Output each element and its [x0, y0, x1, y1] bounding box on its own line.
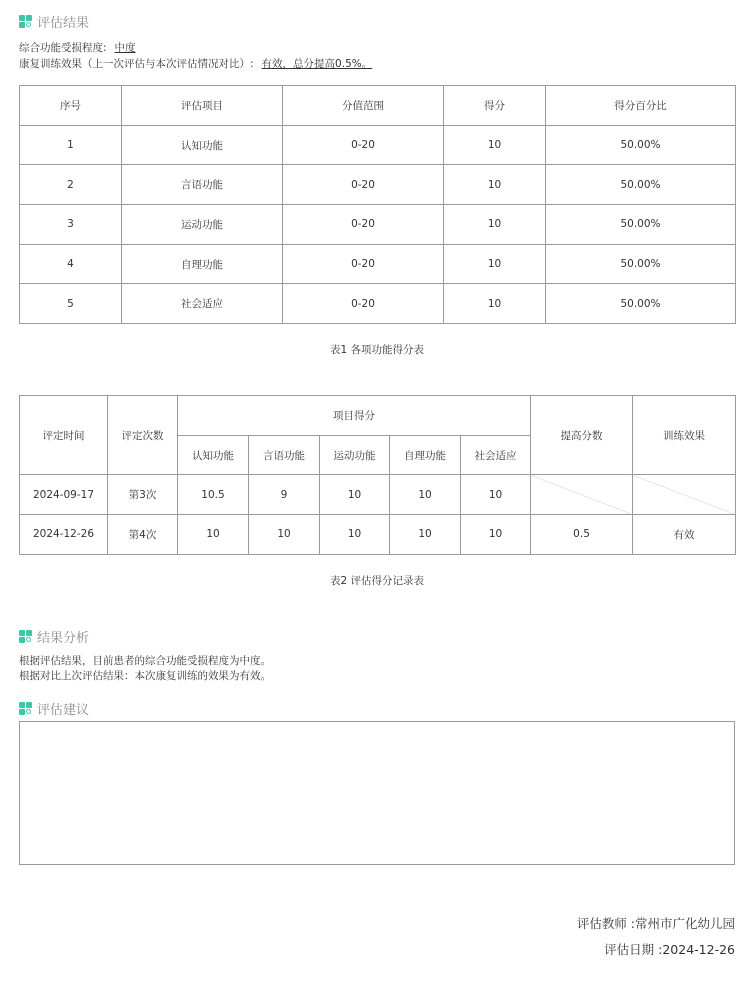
table-cell: 10 — [320, 515, 390, 555]
table-cell: 10 — [444, 244, 546, 284]
header-cell: 评定次数 — [108, 396, 178, 475]
table-cell: 10 — [444, 165, 546, 205]
result-section-header — [19, 12, 89, 31]
table-cell: 0-20 — [283, 205, 444, 245]
table-header-row — [20, 86, 736, 126]
suggestion-section-header — [19, 699, 89, 718]
table2-caption: 表2 评估得分记录表 — [329, 575, 425, 587]
table-row — [20, 165, 736, 205]
table-cell: 10 — [444, 284, 546, 324]
effect-label: 康复训练效果（上一次评估与本次评估情况对比）: — [19, 58, 254, 70]
header-cell: 得分 — [444, 86, 546, 126]
table-cell: 0.5 — [531, 515, 633, 555]
header-cell: 训练效果 — [633, 396, 736, 475]
suggestion-section-title: 评估建议 — [37, 703, 90, 718]
degree-label: 综合功能受损程度: — [19, 42, 107, 54]
table-row — [20, 205, 736, 245]
header-cell: 评估项目 — [122, 86, 283, 126]
empty-diagonal-cell — [531, 475, 633, 515]
table-row — [20, 244, 736, 284]
table-cell: 3 — [20, 205, 122, 245]
degree-line — [19, 40, 136, 55]
header-cell: 提高分数 — [531, 396, 633, 475]
header-cell: 运动功能 — [320, 435, 390, 475]
suggestion-box — [19, 721, 735, 865]
grid-icon — [19, 630, 32, 643]
table-cell: 50.00% — [546, 205, 736, 245]
header-cell: 社会适应 — [461, 435, 531, 475]
table-cell: 10 — [390, 515, 461, 555]
table-cell: 10 — [461, 515, 531, 555]
table-cell: 10 — [178, 515, 249, 555]
table-row — [20, 475, 736, 515]
header-cell: 得分百分比 — [546, 86, 736, 126]
analysis-line-2: 根据对比上次评估结果：本次康复训练的效果为有效。 — [19, 670, 271, 682]
table-cell: 言语功能 — [122, 165, 283, 205]
header-cell: 认知功能 — [178, 435, 249, 475]
table-cell: 0-20 — [283, 125, 444, 165]
header-cell: 分值范围 — [283, 86, 444, 126]
table-cell: 10 — [390, 475, 461, 515]
table-cell: 2024-09-17 — [20, 475, 108, 515]
table-cell: 4 — [20, 244, 122, 284]
table-cell: 0-20 — [283, 284, 444, 324]
score-record-table — [19, 395, 736, 555]
header-cell: 自理功能 — [390, 435, 461, 475]
header-cell: 项目得分 — [178, 396, 531, 436]
effect-line — [19, 56, 372, 71]
table-cell: 认知功能 — [122, 125, 283, 165]
table-cell: 0-20 — [283, 244, 444, 284]
table-cell: 50.00% — [546, 244, 736, 284]
teacher-signature: 评估教师 :常州市广化幼儿园 — [576, 916, 735, 931]
table-cell: 10 — [461, 475, 531, 515]
header-cell: 评定时间 — [20, 396, 108, 475]
grid-icon — [19, 15, 32, 28]
table-cell: 运动功能 — [122, 205, 283, 245]
degree-value: 中度 — [114, 42, 136, 54]
table-cell: 第3次 — [108, 475, 178, 515]
table-row — [20, 125, 736, 165]
assessment-date: 评估日期 :2024-12-26 — [604, 942, 735, 957]
table-cell: 50.00% — [546, 125, 736, 165]
table-row — [20, 515, 736, 555]
table-cell: 第4次 — [108, 515, 178, 555]
table-cell: 10 — [320, 475, 390, 515]
table-cell: 50.00% — [546, 284, 736, 324]
table-row — [20, 284, 736, 324]
header-cell: 言语功能 — [249, 435, 320, 475]
table-cell: 自理功能 — [122, 244, 283, 284]
table-cell: 5 — [20, 284, 122, 324]
analysis-section-title: 结果分析 — [37, 631, 90, 646]
table-cell: 10 — [444, 125, 546, 165]
table-cell: 社会适应 — [122, 284, 283, 324]
header-cell: 序号 — [20, 86, 122, 126]
table-cell: 1 — [20, 125, 122, 165]
table-cell: 50.00% — [546, 165, 736, 205]
table-cell: 10 — [444, 205, 546, 245]
table-cell: 2024-12-26 — [20, 515, 108, 555]
table-cell: 10.5 — [178, 475, 249, 515]
table1-caption: 表1 各项功能得分表 — [329, 344, 425, 356]
table-cell: 有效 — [633, 515, 736, 555]
empty-diagonal-cell — [633, 475, 736, 515]
table-header-row — [20, 396, 736, 436]
table-cell: 0-20 — [283, 165, 444, 205]
result-section-title: 评估结果 — [37, 16, 90, 31]
analysis-section-header — [19, 627, 89, 646]
analysis-line-1: 根据评估结果，目前患者的综合功能受损程度为中度。 — [19, 655, 271, 667]
effect-value: 有效，总分提高0.5%。 — [261, 58, 373, 70]
table-cell: 9 — [249, 475, 320, 515]
table-cell: 2 — [20, 165, 122, 205]
function-score-table — [19, 85, 736, 324]
table-cell: 10 — [249, 515, 320, 555]
grid-icon — [19, 702, 32, 715]
